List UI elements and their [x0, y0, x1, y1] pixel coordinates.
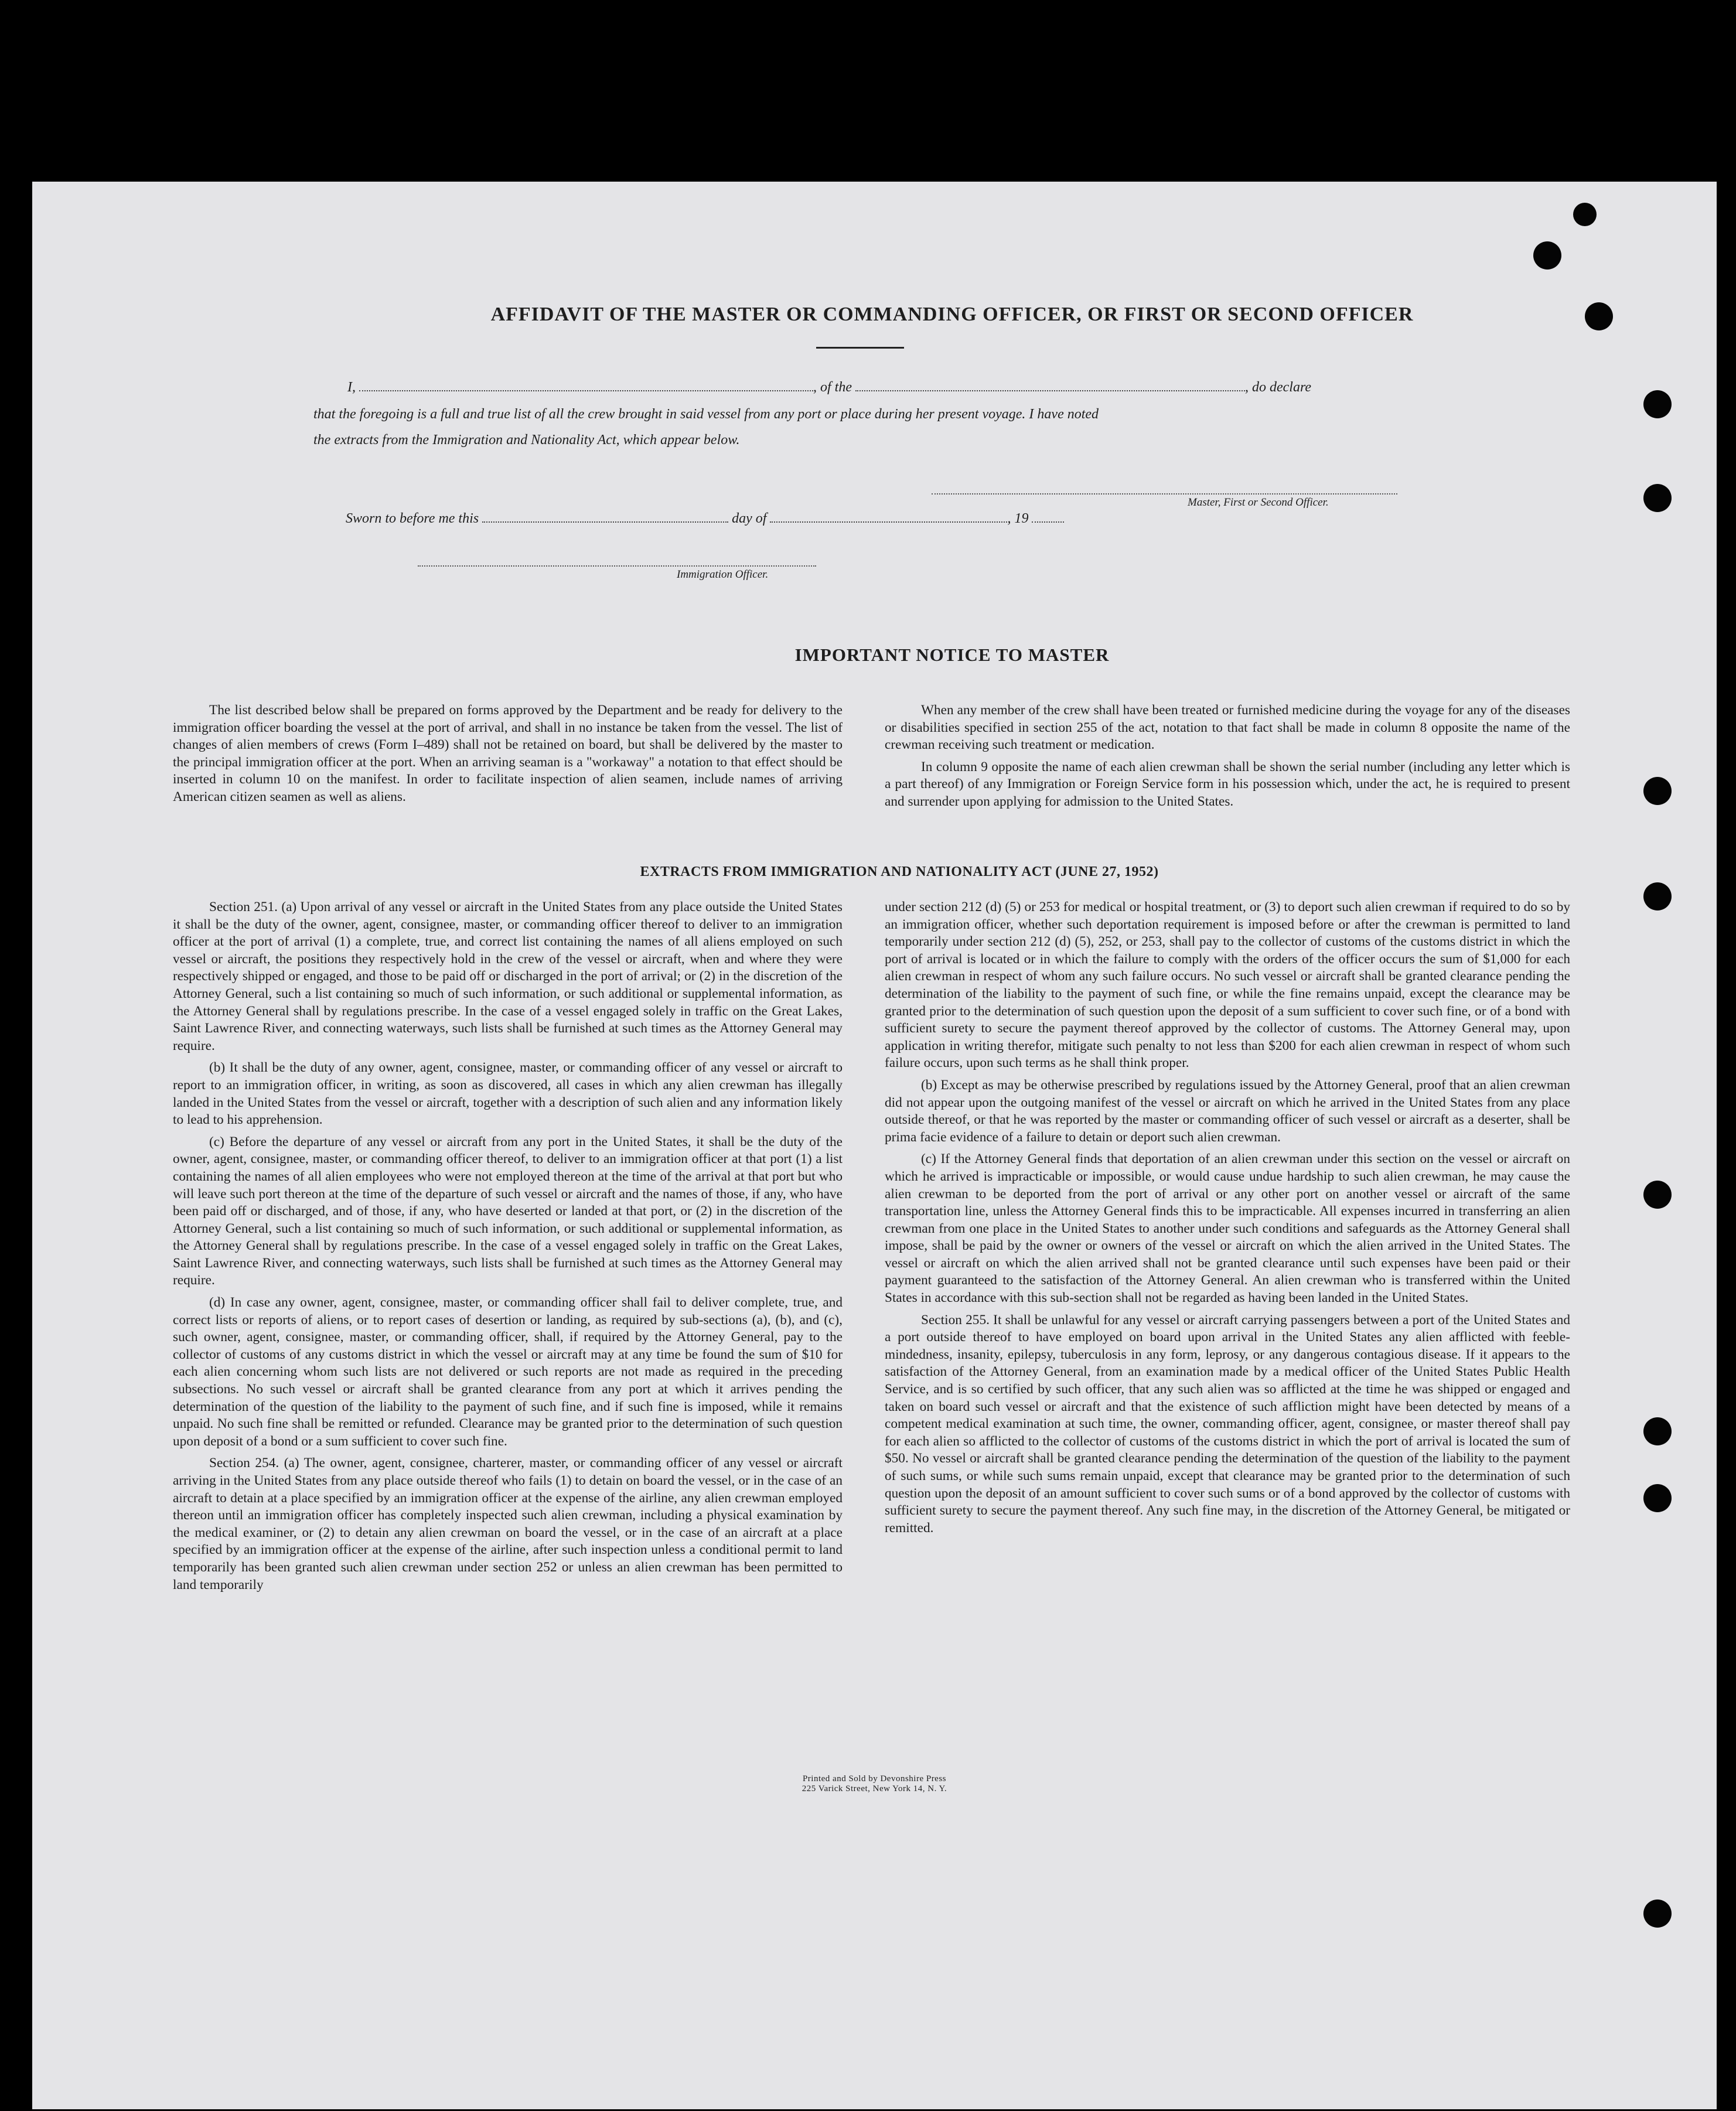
section-251-d: (d) In case any owner, agent, consignee, master, or commanding officer shall fail to deliver complete, true, and correct lists or reports of aliens, or to report cases of desertion or landing, as required by sub-sections (a), (b), and (c), such owner, agent, consignee, master, or commanding officer, shall, if required by the Attorney General, pay to the collector of customs of any customs district in which the vessel or aircraft may at any time be found the sum of $10 for each alien concerning whom such lists are not delivered or such reports are not made as required in the preceding subsections. No such vessel or aircraft shall be granted clearance from any port at which it arrives pending the determination of the question of the liability to the payment of such fine, and if such fine is imposed, while it remains unpaid. No such fine shall be remitted or refunded. Clearance may be granted prior to the determination of such question upon deposit of a bond or a sum sufficient to cover such fine. [173, 1295, 843, 1449]
binder-hole [1643, 1417, 1672, 1445]
declaration-line-3: the extracts from the Immigration and Nationality Act, which appear below. [313, 432, 740, 448]
binder-hole [1643, 390, 1672, 418]
section-255: Section 255. It shall be unlawful for any vessel or aircraft carrying passengers between a port of the United States and a port outside thereof to have employed on board upon arrival in the United States any alien afflicted with feeble-mindedness, insanity, epilepsy, tuberculosis in any form, leprosy, or any dangerous contagious disease. If it appears to the satisfaction of the Attorney General, from an examination made by a medical officer of the United States Public Health Service, and is so certified by such officer, that any such alien was so afflicted at the time he was shipped or engaged and taken on board such vessel or aircraft and that the existence of such affliction might have been detected by means of a competent medical examination at such time, the owner, commanding officer, agent, consignee, or master thereof shall pay for each alien so afflicted to the collector of customs of the customs district in which the port of arrival is located the sum of $50. No vessel or aircraft shall be granted clearance pending the determination of the question of the liability to the payment of such sums, or while such sums remain unpaid, except that clearance may be granted prior to the determination of such question upon the deposit of an amount sufficient to cover such sums or of a bond approved by the collector of customs with sufficient surety to secure the payment thereof. Any such fine may, in the discretion of the Attorney General, be mitigated or remitted. [885, 1312, 1570, 1536]
declare-of-the: , of the [813, 380, 852, 395]
binder-hole [1643, 1484, 1672, 1512]
name-blank[interactable] [359, 389, 813, 391]
notice-left-column [173, 702, 843, 806]
binder-hole [1643, 484, 1672, 512]
section-251-c: (c) Before the departure of any vessel or aircraft from any port in the United States, it shall be the duty of the owner, agent, consignee, master, or commanding officer thereof, to deliver to an immigration officer at that port (1) a list containing the names of all alien employees who were not employed thereon at the time of the arrival at that port but who will leave such port thereon at the time of the departure of such vessel or aircraft and the names of those, if any, who have been paid off or discharged, and of those, if any, who have deserted or landed at that port, or (2) in the discretion of the Attorney General, such a list containing so much of such information, or such additional or supplemental information, as the Attorney General shall by regulations prescribe. In the case of a vessel engaged solely in traffic on the Great Lakes, Saint Lawrence River, and connecting waterways, such lists shall be furnished at such times as the Attorney General may require. [173, 1134, 843, 1288]
extracts-heading: EXTRACTS FROM IMMIGRATION AND NATIONALITY ACT (JUNE 27, 1952) [640, 864, 1159, 879]
vessel-blank[interactable] [855, 389, 1245, 391]
master-signature-line[interactable] [932, 493, 1397, 495]
imprint-line-2: 225 Varick Street, New York 14, N. Y. [802, 1784, 947, 1793]
notice-right-column [885, 702, 1570, 811]
notice-right-paragraph-1: When any member of the crew shall have been treated or furnished medicine during the voyage for any of the diseases or disabilities specified in section 255 of the act, notation to that fact shall be made in column 8 opposite the name of the crewman receiving such treatment or medication. [885, 702, 1570, 753]
binder-hole [1643, 777, 1672, 805]
extracts-left-column [173, 899, 843, 1594]
sworn-month-blank[interactable] [770, 520, 1007, 523]
imprint-line-1: Printed and Sold by Devonshire Press [802, 1774, 947, 1783]
binder-hole [1533, 241, 1561, 270]
sworn-line [346, 511, 1064, 527]
section-251-a: Section 251. (a) Upon arrival of any vessel or aircraft in the United States from any place outside the United States it shall be the duty of the owner, agent, consignee, master, or commanding officer thereof to deliver to an immigration officer at the port of arrival (1) a complete, true, and correct list containing the names of all aliens employed on such vessel or aircraft, the positions they respectively hold in the crew of the vessel or aircraft, when and where they were respectively shipped or engaged, and those to be paid off or discharged in the port of arrival; or (2) in the discretion of the Attorney General, such a list containing so much of such information, or such additional or supplemental information, as the Attorney General shall by regulations prescribe. In the case of a vessel engaged solely in traffic on the Great Lakes, Saint Lawrence River, and connecting waterways, such lists shall be furnished at such times as the Attorney General may require. [173, 899, 843, 1053]
section-254-a: Section 254. (a) The owner, agent, consignee, charterer, master, or commanding officer of any vessel or aircraft arriving in the United States from any place outside thereof who fails (1) to detain on board the vessel, or in the case of an aircraft to detain at a place specified by an immigration officer at the expense of the airline, any alien crewman employed thereon until an immigration officer has completely inspected such alien crewman, including a physical examination by the medical examiner, or (2) to detain any alien crewman on board the vessel, or in the case of an aircraft at a place specified by an immigration officer at the expense of the airline, after such inspection unless a conditional permit to land temporarily has been granted such alien crewman under section 252 or unless an alien crewman has been permitted to land temporarily [173, 1455, 843, 1592]
binder-hole [1643, 882, 1672, 910]
declare-i: I, [347, 380, 356, 395]
title-underline [816, 347, 904, 349]
printer-imprint [32, 1774, 1717, 1794]
section-254-c: (c) If the Attorney General finds that deportation of an alien crewman under this section on the vessel or aircraft on which he arrived is impracticable or impossible, or would cause undue hardship to such alien crewman, he may cause the alien crewman to be deported from the port of arrival or any other port on another vessel or aircraft of the same transportation line, unless the Attorney General finds this to be impracticable. All expenses incurred in transferring an alien crewman from one place in the United States to another under such conditions and safeguards as the Attorney General shall impose, shall be paid by the owner or owners of the vessel or aircraft on which the alien arrived in the United States. The vessel or aircraft on which the alien arrived shall not be granted clearance until such expenses have been paid or their payment guaranteed to the satisfaction of the Attorney General. An alien crewman who is transferred within the United States in accordance with this sub-section shall not be regarded as having been landed in the United States. [885, 1151, 1570, 1306]
master-caption: Master, First or Second Officer. [1188, 496, 1329, 509]
notice-right-paragraph-2: In column 9 opposite the name of each alien crewman shall be shown the serial number (including any letter which is a part thereof) of any Immigration or Foreign Service form in his possession which, under the act, he is required to present and surrender upon applying for admission to the United States. [885, 759, 1570, 809]
sworn-year-blank[interactable] [1032, 520, 1064, 523]
notice-left-paragraph: The list described below shall be prepared on forms approved by the Department and be ready for delivery to the immigration officer boarding the vessel at the port of arrival, and shall in no instance be taken from the vessel. The list of changes of alien members of crews (Form I–489) shall not be retained on board, but shall be delivered by the master to the principal immigration officer at the port. When an arriving seaman is a "workaway" a notation to that effect should be inserted in column 10 on the manifest. In order to facilitate inspection of alien seamen, include names of arriving American citizen seamen as well as aliens. [173, 702, 843, 804]
day-of-text: day of [732, 511, 767, 526]
document-page [32, 182, 1717, 2109]
declaration-line-2: that the foregoing is a full and true list of all the crew brought in said vessel from any port or place during her present voyage. I have noted [313, 407, 1099, 422]
notice-heading: IMPORTANT NOTICE TO MASTER [794, 644, 1110, 665]
officer-signature-line[interactable] [418, 565, 816, 567]
affidavit-title: AFFIDAVIT OF THE MASTER OR COMMANDING OFFICER, OR FIRST OR SECOND OFFICER [490, 303, 1414, 325]
sworn-text: Sworn to before me this [346, 511, 479, 526]
sworn-day-blank[interactable] [482, 520, 728, 523]
binder-hole [1573, 203, 1597, 226]
year-prefix: , 19 [1007, 511, 1029, 526]
extracts-right-column [885, 899, 1570, 1537]
officer-caption: Immigration Officer. [677, 568, 769, 581]
section-254-a-continued: under section 212 (d) (5) or 253 for medical or hospital treatment, or (3) to deport such alien crewman if required to do so by an immigration officer, whether such deportation requirement is imposed before or after the crewman is permitted to land temporarily under section 212 (d) (5), 252, or 253, shall pay to the collector of customs of the customs district in which the port of arrival is located or in which the failure to comply with the orders of the officer occurs the sum of $1,000 for each alien crewman in respect of whom any such failure occurs. No such vessel or aircraft shall be granted clearance pending the determination of the liability to the payment of such fine, or while the fine remains unpaid, except the clearance may be granted prior to the determination of such question upon the deposit of a sum sufficient to cover such fine, or of a bond with sufficient surety to secure the payment thereof approved by the collector of customs. The Attorney General may, upon application in writing therefor, mitigate such penalty to not less than $200 for each alien crewman in respect of whom such failure occurs, upon such terms as he shall think proper. [885, 899, 1570, 1071]
binder-hole [1643, 1899, 1672, 1928]
declare-end: , do declare [1245, 380, 1312, 395]
declaration-line-1 [347, 380, 1311, 395]
binder-hole [1643, 1181, 1672, 1209]
section-254-b: (b) Except as may be otherwise prescribed by regulations issued by the Attorney General, proof that an alien crewman did not appear upon the outgoing manifest of the vessel or aircraft on which he arrived in the United States from any place outside thereof, or that he was reported by the master or commanding officer of such vessel or aircraft as a deserter, shall be prima facie evidence of a failure to detain or deport such alien crewman. [885, 1077, 1570, 1145]
section-251-b: (b) It shall be the duty of any owner, agent, consignee, master, or commanding officer of any vessel or aircraft to report to an immigration officer, in writing, as soon as discovered, all cases in which any alien crewman has illegally landed in the United States from the vessel or aircraft, together with a description of such alien and any information likely to lead to his apprehension. [173, 1060, 843, 1128]
